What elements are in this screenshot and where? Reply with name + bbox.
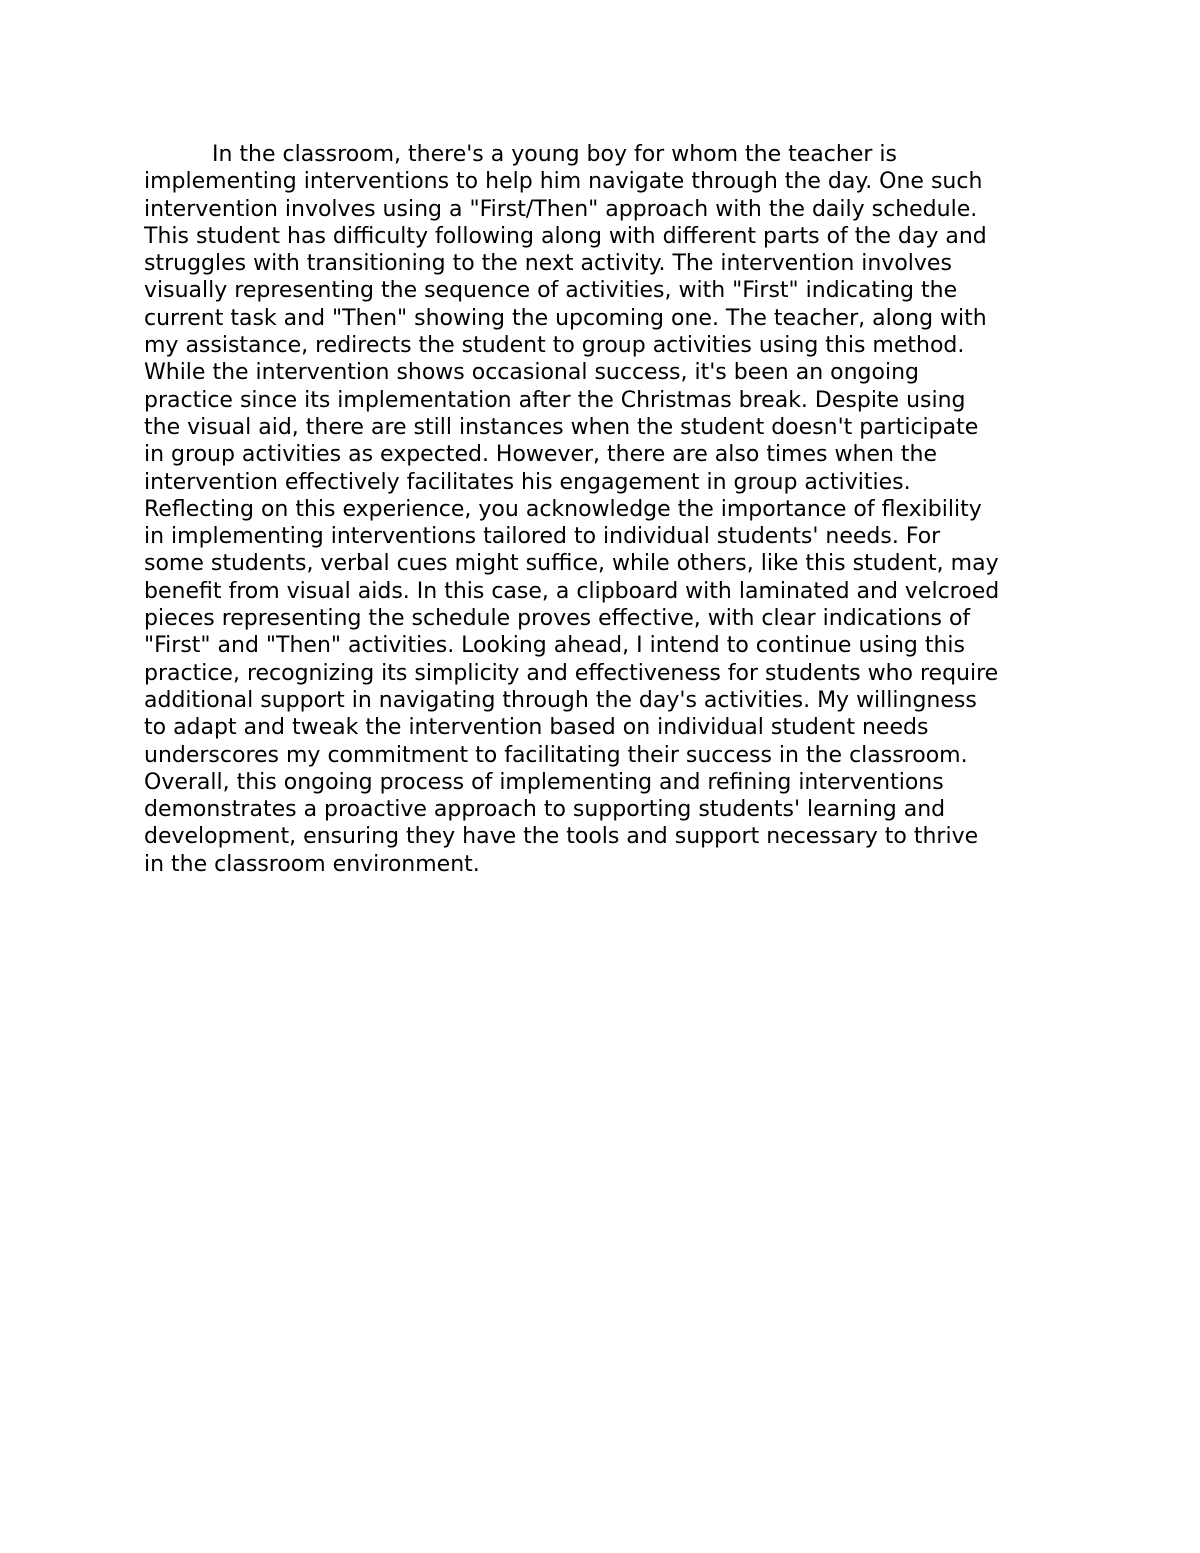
paragraph-line: some students, verbal cues might suffice, while others, like this student, may — [144, 551, 999, 577]
paragraph-line: development, ensuring they have the tools and support necessary to thrive — [144, 824, 979, 850]
body-paragraph — [144, 141, 1064, 878]
paragraph-line: the visual aid, there are still instances when the student doesn't participate — [144, 414, 979, 440]
paragraph-line: in the classroom environment. — [144, 851, 480, 877]
paragraph-line: While the intervention shows occasional success, it's been an ongoing — [144, 360, 919, 386]
paragraph-line: additional support in navigating through the day's activities. My willingness — [144, 687, 977, 713]
paragraph-line: In the classroom, there's a young boy for whom the teacher is — [212, 142, 897, 167]
paragraph-line: practice, recognizing its simplicity and effectiveness for students who require — [144, 660, 999, 686]
paragraph-line: underscores my commitment to facilitating their success in the classroom. — [144, 742, 968, 768]
paragraph-line: current task and "Then" showing the upcoming one. The teacher, along with — [144, 305, 987, 331]
paragraph-line: Overall, this ongoing process of implementing and refining interventions — [144, 769, 944, 795]
paragraph-line: practice since its implementation after the Christmas break. Despite using — [144, 387, 966, 413]
paragraph-line: visually representing the sequence of activities, with "First" indicating the — [144, 278, 958, 304]
paragraph-line: This student has difficulty following along with different parts of the day and — [144, 223, 987, 249]
paragraph-line: intervention effectively facilitates his engagement in group activities. — [144, 469, 911, 495]
paragraph-line: "First" and "Then" activities. Looking ahead, I intend to continue using this — [144, 633, 966, 659]
paragraph-line: Reflecting on this experience, you acknowledge the importance of flexibility — [144, 496, 982, 522]
paragraph-line: in group activities as expected. However, there are also times when the — [144, 442, 937, 468]
paragraph-line: implementing interventions to help him navigate through the day. One such — [144, 169, 983, 195]
paragraph-line: in implementing interventions tailored to individual students' needs. For — [144, 524, 941, 550]
paragraph-line: intervention involves using a "First/Then" approach with the daily schedule. — [144, 196, 978, 222]
paragraph-line: pieces representing the schedule proves effective, with clear indications of — [144, 606, 971, 632]
paragraph-line: to adapt and tweak the intervention based on individual student needs — [144, 715, 929, 741]
paragraph-line: demonstrates a proactive approach to supporting students' learning and — [144, 797, 946, 823]
paragraph-line: benefit from visual aids. In this case, a clipboard with laminated and velcroed — [144, 578, 1000, 604]
paragraph-line: struggles with transitioning to the next activity. The intervention involves — [144, 251, 952, 277]
paragraph-line: my assistance, redirects the student to group activities using this method. — [144, 333, 965, 359]
